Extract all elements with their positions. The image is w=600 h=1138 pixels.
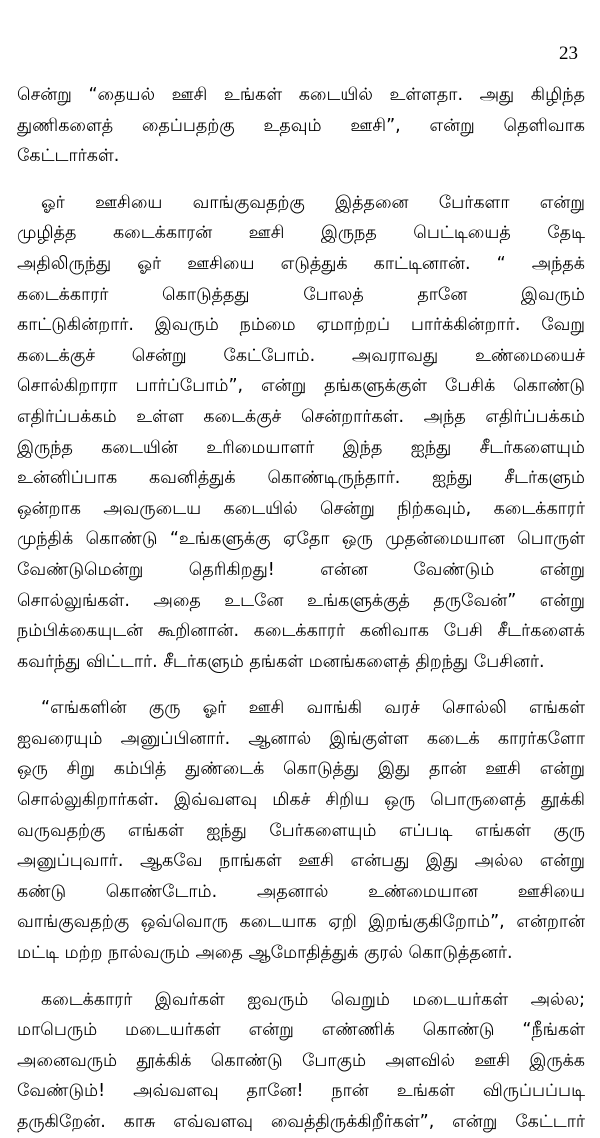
text-line: வேண்டுமென்று தெரிகிறது! என்ன வேண்டும் என்று [17,559,585,580]
text-line: முழித்த கடைக்காரன் ஊசி இருநத பெட்டியைத் தேடி [17,223,585,244]
text-line: தருகிறேன். காசு எவ்வளவு வைத்திருக்கிறீர்கள்”, என்று கேட்டார் [17,1112,585,1132]
text-line: மாபெரும் மடையர்கள் என்று எண்ணிக் கொண்டு “நீங்கள் [17,1020,585,1041]
text-line: கடைக்குச் சென்று கேட்போம். அவராவது உண்மையைச் [17,345,585,366]
text-line: முந்திக் கொண்டு “உங்களுக்கு ஏதோ ஒரு முதன்மையான பொருள் [17,529,585,550]
text-line: வருவதற்கு எங்கள் ஐந்து பேர்களையும் எப்படி எங்கள் குரு [17,820,585,841]
text-line: “எங்களின் குரு ஓர் ஊசி வாங்கி வரச் சொல்லி எங்கள் [41,698,585,719]
paragraph [17,80,585,172]
text-line: ஒரு சிறு கம்பித் துண்டைக் கொடுத்து இது தான் ஊசி என்று [17,759,585,780]
text-line: வேண்டும்! அவ்வளவு தானே! நான் உங்கள் விருப்பப்படி [17,1081,585,1102]
text-line: வாங்குவதற்கு ஒவ்வொரு கடையாக ஏறி இறங்குகிறோம்”, என்றான் [17,912,585,933]
text-line: ஒன்றாக அவருடைய கடையில் சென்று நிற்கவும், கடைக்காரர் [17,498,585,519]
text-line: அனைவரும் தூக்கிக் கொண்டு போகும் அளவில் ஊசி இருக்க [17,1050,585,1071]
text-line: நம்பிக்கையுடன் கூறினான். கடைக்காரர் கனிவாக பேசி சீடர்களைக் [17,621,585,642]
text-line: அனுப்புவார். ஆகவே நாங்கள் ஊசி என்பது இது அல்ல என்று [17,851,585,872]
text-line: கேட்டார்கள். [17,146,120,167]
paragraph [17,188,585,678]
text-line: கடைக்காரர் இவர்கள் ஐவரும் வெறும் மடையர்கள் அல்ல; [41,989,585,1010]
text-line: காட்டுகின்றார். இவரும் நம்மை ஏமாற்றப் பார்க்கின்றார். வேறு [17,315,585,336]
text-line: ஐவரையும் அனுப்பினார். ஆனால் இங்குள்ள கடைக் காரர்களோ [17,728,585,749]
paragraph [17,985,585,1138]
text-line: கவர்ந்து விட்டார். சீடர்களும் தங்கள் மனங்களைத் திறந்து பேசினர். [17,651,545,672]
text-line: அதிலிருந்து ஓர் ஊசியை எடுத்துக் காட்டினான். “ அந்தக் [17,253,585,274]
page-number: 23 [559,43,578,64]
text-line: சென்று “தையல் ஊசி உங்கள் கடையில் உள்ளதா. அது கிழிந்த [17,85,585,105]
text-line: கண்டு கொண்டோம். அதனால் உண்மையான ஊசியை [17,881,585,902]
text-line: சொல்லுகிறார்கள். இவ்வளவு மிகச் சிறிய ஒரு பொருளைத் தூக்கி [17,790,585,811]
text-line: ஓர் ஊசியை வாங்குவதற்கு இத்தனை பேர்களா என்று [41,192,585,213]
text-line: இருந்த கடையின் உரிமையாளர் இந்த ஐந்து சீடர்களையும் [17,437,585,458]
text-line: உன்னிப்பாக கவனித்துக் கொண்டிருந்தார். ஐந்து சீடர்களும் [17,468,585,489]
paragraph [17,693,585,968]
text-line: கடைக்காரர் கொடுத்தது போலத் தானே இவரும் [17,284,585,305]
text-line: எதிர்ப்பக்கம் உள்ள கடைக்குச் சென்றார்கள். அந்த எதிர்ப்பக்கம் [17,406,585,427]
text-line: சொல்கிறாரா பார்ப்போம்”, என்று தங்களுக்குள் பேசிக் கொண்டு [17,376,585,397]
text-body [17,80,585,1138]
text-line: மட்டி மற்ற நால்வரும் அதை ஆமோதித்துக் குரல் கொடுத்தனர். [17,943,513,964]
text-line: சொல்லுங்கள். அதை உடனே உங்களுக்குத் தருவேன்” என்று [17,590,585,611]
text-line: துணிகளைத் தைப்பதற்கு உதவும் ஊசி”, என்று தெளிவாக [17,115,585,136]
